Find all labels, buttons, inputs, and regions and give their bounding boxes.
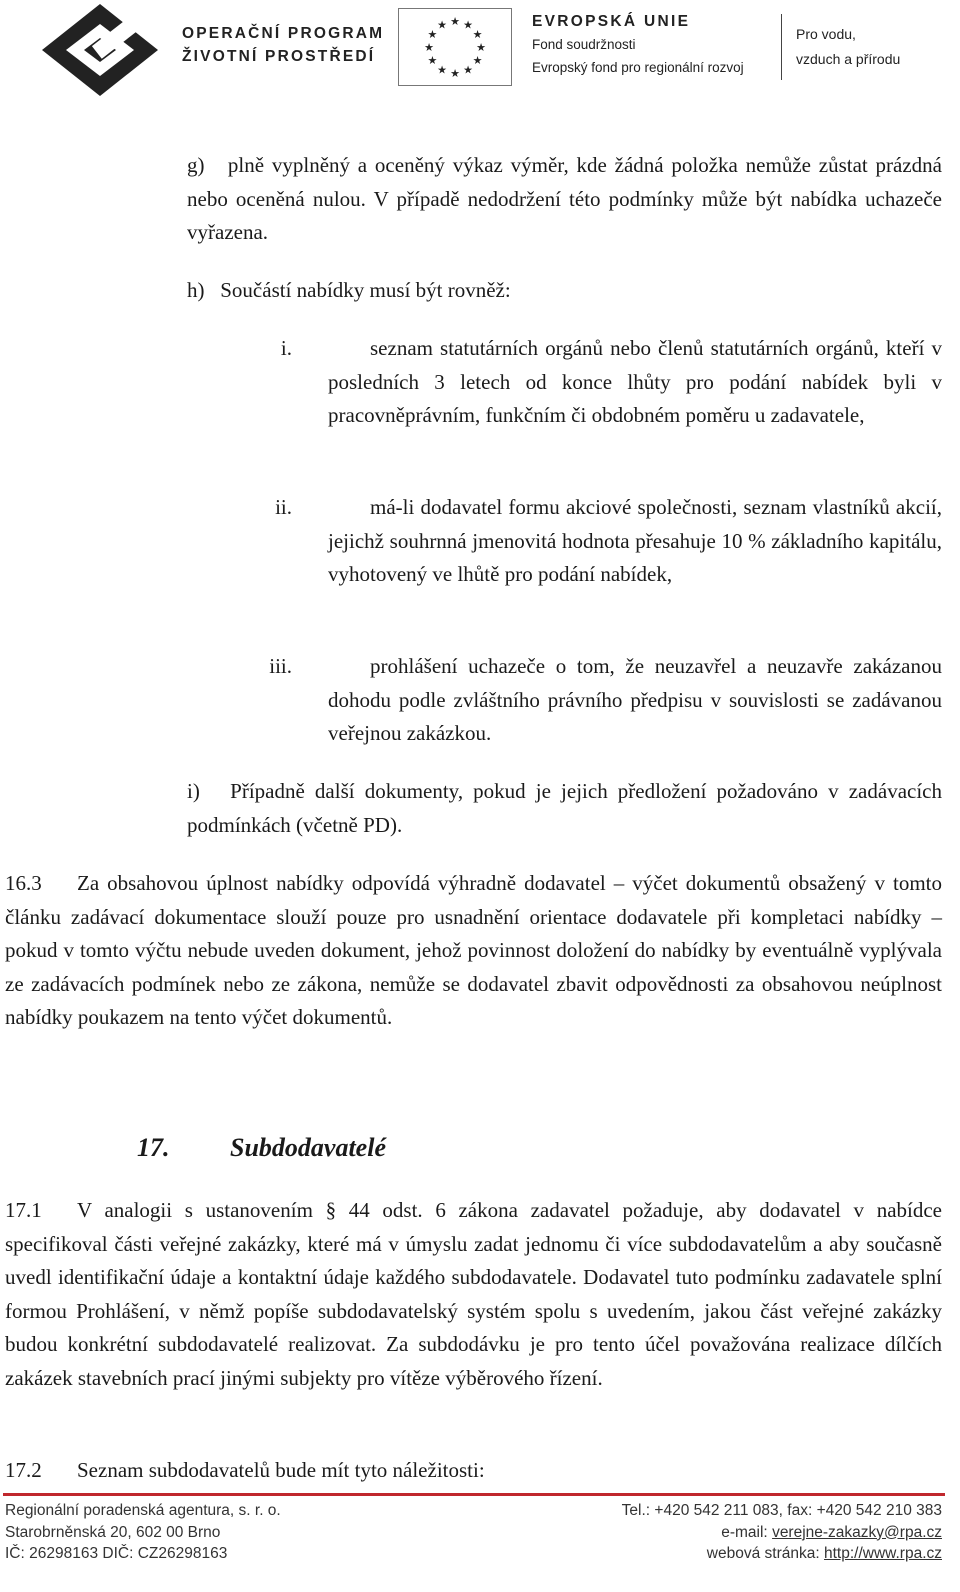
eu-star-icon: ★ bbox=[437, 64, 447, 77]
footer-company: Regionální poradenská agentura, s. r. o. bbox=[5, 1502, 281, 1519]
list-item-g: g) plně vyplněný a oceněný výkaz výměr, kde žádná položka nemůže zůstat prázdná nebo oceněná nulou. V případě nedodržení této podmínky může být nabídka uchazeče vyřazena. bbox=[187, 153, 942, 245]
paragraph-text: Za obsahovou úplnost nabídky odpovídá výhradně dodavatel – výčet dokumentů obsažený v tomto článku zadávací dokumentace slouží pouze pro usnadnění orientace dodavatele při kompletaci nabídky – pokud v tomto výčtu nebude uveden dokument, jehož povinnost doložení do nabídky by eventuálně vyplývala ze zadávacích podmínek nebo ze zákona, nemůže se dodavatel zbavit odpovědnosti za obsahovou neúplnost nabídky poukazem na tento výčet dokumentů. bbox=[5, 871, 942, 1030]
sub-item-text: seznam statutárních orgánů nebo členů statutárních orgánů, kteří v posledních 3 letech od konce lhůty pro podání nabídek byli v pracovněprávním, funkčním či obdobném poměru u zadavatele, bbox=[328, 336, 942, 428]
eu-fund-label: EVROPSKÁ UNIE Fond soudržnosti Evropský fond pro regionální rozvoj bbox=[532, 13, 744, 75]
eu-star-icon: ★ bbox=[476, 42, 486, 54]
web-link[interactable]: http://www.rpa.cz bbox=[823, 1545, 942, 1562]
paragraph-number: 17.1 bbox=[5, 1198, 42, 1222]
footer-company-info bbox=[5, 1500, 281, 1565]
eu-star-icon: ★ bbox=[427, 29, 438, 41]
footer-contact-info: Tel.: +420 542 211 083, fax: +420 542 210 383 e-mail: verejne-zakazky@rpa.cz webová stránka: http://www.rpa.cz bbox=[621, 1502, 942, 1562]
list-item-h: h) Součástí nabídky musí být rovněž: bbox=[187, 278, 511, 302]
eu-star-icon: ★ bbox=[450, 16, 460, 28]
paragraph-17-1 bbox=[5, 1194, 942, 1396]
email-link[interactable]: verejne-zakazky@rpa.cz bbox=[772, 1523, 942, 1541]
footer-ids: IČ: 26298163 DIČ: CZ26298163 bbox=[5, 1545, 228, 1562]
section-heading bbox=[137, 1128, 386, 1168]
list-item-i: i) Případně další dokumenty, pokud je jejich předložení požadováno v zadávacích podmínkách (včetně PD). bbox=[187, 779, 942, 837]
footer-address: Starobrněnská 20, 602 00 Brno bbox=[5, 1523, 221, 1541]
sub-item-text: prohlášení uchazeče o tom, že neuzavřel a neuzavře zakázanou dohodu podle zvláštního právního předpisu v souvislosti se zadávanou veřejnou zakázkou. bbox=[328, 654, 942, 746]
footer-phone: Tel.: +420 542 211 083, fax: +420 542 210 383 bbox=[621, 1502, 942, 1519]
eu-star-icon: ★ bbox=[463, 64, 473, 77]
eu-star-icon: ★ bbox=[472, 55, 483, 67]
op-program-name: OPERAČNÍ PROGRAM ŽIVOTNÍ PROSTŘEDÍ bbox=[182, 25, 385, 65]
eu-star-icon: ★ bbox=[427, 55, 438, 67]
eu-star-icon: ★ bbox=[424, 42, 434, 54]
sub-item-marker: iii. bbox=[269, 654, 292, 678]
sub-item-marker: ii. bbox=[275, 495, 292, 519]
paragraph-number: 17.2 bbox=[5, 1458, 42, 1482]
slogan: Pro vodu, vzduch a přírodu bbox=[796, 26, 901, 67]
section-title: Subdodavatelé bbox=[230, 1133, 386, 1162]
footer-divider bbox=[3, 1493, 945, 1496]
eu-star-icon: ★ bbox=[472, 29, 483, 41]
paragraph-text: V analogii s ustanovením § 44 odst. 6 zákona zadavatel požaduje, aby dodavatel v nabídce specifikoval části veřejné zakázky, které má v úmyslu zadat jednomu či více subdodavatelům a aby současně uvedl identifikační údaje a kontaktní údaje každého subdodavatele. Dodavatel tuto podmínku zadavatele splní formou Prohlášení, v němž popíše subdodavatelský systém spolu s uvedením, jakou část veřejné zakázky budou konkrétní subdodavatelé realizovat. Za subdodávku je pro tento účel považována realizace dílčích zakázek stavebních prací jinými subjekty pro vítěze výběrového řízení. bbox=[5, 1198, 942, 1390]
op-zp-logo-icon bbox=[40, 2, 160, 98]
eu-star-icon: ★ bbox=[463, 19, 473, 32]
section-number: 17. bbox=[137, 1133, 170, 1162]
paragraph-text: Seznam subdodavatelů bude mít tyto náležitosti: bbox=[77, 1458, 485, 1482]
sub-item-text: má-li dodavatel formu akciové společnosti, seznam vlastníků akcií, jejichž souhrnná jmenovitá hodnota přesahuje 10 % základního kapitálu, vyhotovený ve lhůtě pro podání nabídek, bbox=[328, 495, 942, 587]
paragraph-number: 16.3 bbox=[5, 871, 42, 895]
sub-item-marker: i. bbox=[280, 336, 292, 360]
eu-flag-icon bbox=[398, 8, 512, 86]
header-divider bbox=[781, 14, 782, 80]
eu-star-icon: ★ bbox=[437, 19, 447, 32]
paragraph-16-3 bbox=[5, 867, 942, 1035]
eu-star-icon: ★ bbox=[450, 68, 460, 80]
page-header bbox=[0, 0, 960, 110]
paragraph-17-2 bbox=[5, 1454, 942, 1488]
